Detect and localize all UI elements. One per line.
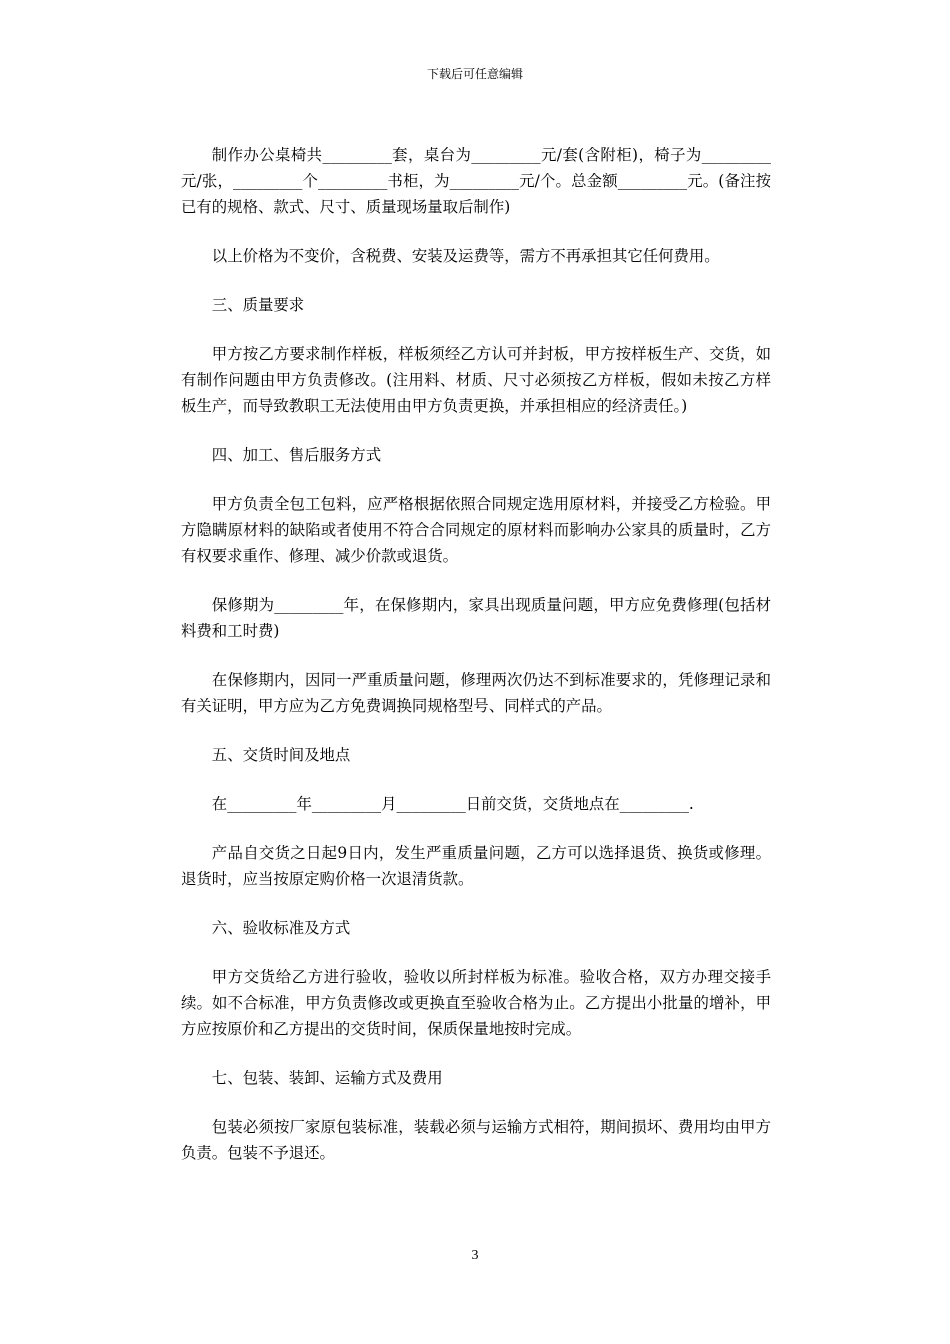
section-heading-delivery: 五、交货时间及地点 <box>211 746 351 764</box>
replacement-paragraph: 在保修期内，因同一严重质量问题，修理两次仍达不到标准要求的，凭修理记录和有关证明，甲方应为乙方免费调换同规格型号、同样式的产品。 <box>181 671 771 715</box>
price-paragraph: 制作办公桌椅共_________套，桌台为_________元/套(含附柜)，椅子为_________元/张，_________个_________书柜，为_________元/个。总金额_________元。(备注按已有的规格、款式、尺寸、质量现场量取后制作) <box>181 146 771 216</box>
page-number: 3 <box>471 1248 479 1263</box>
quality-paragraph: 甲方按乙方要求制作样板，样板须经乙方认可并封板，甲方按样板生产、交货，如有制作问题由甲方负责修改。(注用料、材质、尺寸必须按乙方样板，假如未按乙方样板生产，而导致教职工无法使用由甲方负责更换，并承担相应的经济责任。) <box>181 345 771 415</box>
price-note-paragraph: 以上价格为不变价，含税费、安装及运费等，需方不再承担其它任何费用。 <box>211 247 720 265</box>
materials-paragraph: 甲方负责全包工包料，应严格根据依照合同规定选用原材料，并接受乙方检验。甲方隐瞒原材料的缺陷或者使用不符合合同规定的原材料而影响办公家具的质量时，乙方有权要求重作、修理、减少价款或退货。 <box>181 495 771 565</box>
document-body <box>181 142 771 1166</box>
page-header-note: 下载后可任意编辑 <box>426 67 523 81</box>
section-heading-packaging: 七、包装、装卸、运输方式及费用 <box>211 1069 443 1087</box>
return-paragraph: 产品自交货之日起9日内，发生严重质量问题，乙方可以选择退货、换货或修理。退货时，应当按原定购价格一次退清货款。 <box>181 844 771 888</box>
delivery-paragraph: 在_________年_________月_________日前交货，交货地点在_________. <box>211 795 694 813</box>
section-heading-quality: 三、质量要求 <box>211 296 305 314</box>
warranty-paragraph: 保修期为_________年，在保修期内，家具出现质量问题，甲方应免费修理(包括材料费和工时费) <box>181 596 771 640</box>
acceptance-paragraph: 甲方交货给乙方进行验收，验收以所封样板为标准。验收合格，双方办理交接手续。如不合标准，甲方负责修改或更换直至验收合格为止。乙方提出小批量的增补，甲方应按原价和乙方提出的交货时间，保质保量地按时完成。 <box>181 968 771 1038</box>
packaging-paragraph: 包装必须按厂家原包装标准，装载必须与运输方式相符，期间损坏、费用均由甲方负责。包装不予退还。 <box>181 1118 771 1162</box>
section-heading-acceptance: 六、验收标准及方式 <box>211 919 351 937</box>
section-heading-service: 四、加工、售后服务方式 <box>211 446 382 464</box>
